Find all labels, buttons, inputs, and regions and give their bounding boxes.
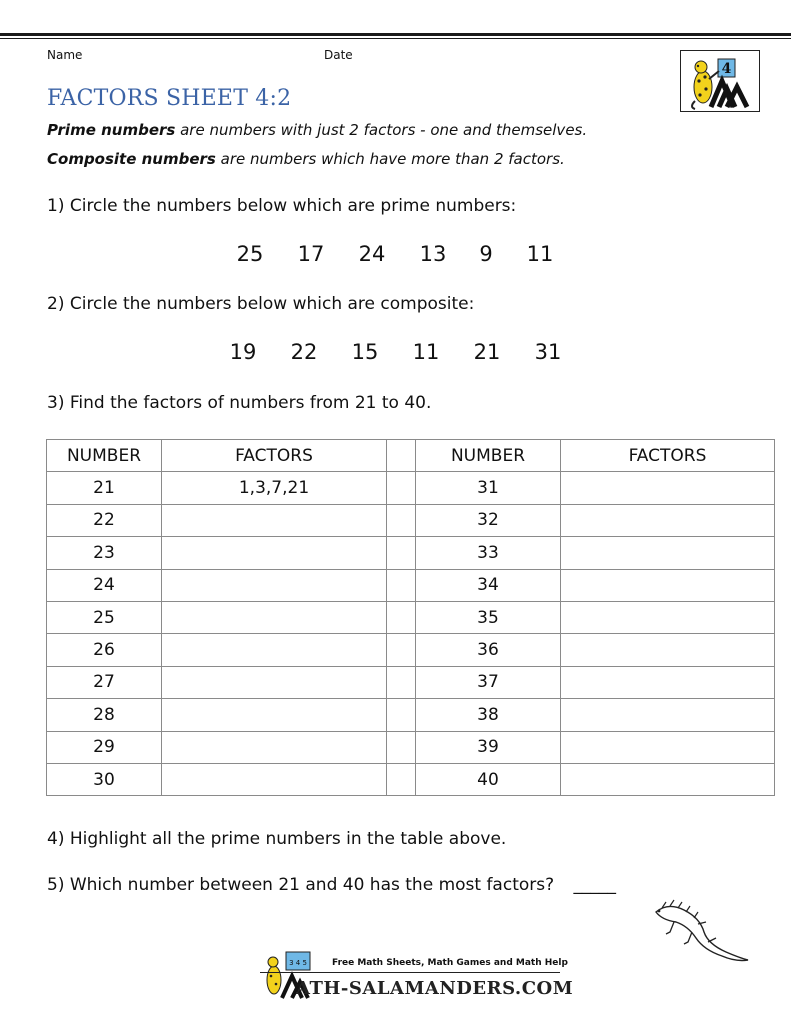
table-header-row — [47, 440, 775, 472]
composite-term: Composite numbers — [47, 150, 216, 168]
number-cell: 37 — [416, 666, 561, 698]
question-4: 4) Highlight all the prime numbers in the table above. — [47, 829, 507, 849]
col-spacer — [387, 440, 416, 472]
question-3: 3) Find the factors of numbers from 21 to 40. — [47, 393, 432, 413]
number-cell: 34 — [416, 569, 561, 601]
number-cell: 24 — [47, 569, 162, 601]
factors-cell[interactable] — [162, 763, 387, 795]
number-cell: 30 — [47, 763, 162, 795]
table-row — [47, 763, 775, 795]
top-rule — [0, 33, 791, 36]
number-cell: 36 — [416, 634, 561, 666]
number-cell: 32 — [416, 504, 561, 536]
salamander-icon — [648, 898, 752, 966]
number-cell: 21 — [47, 472, 162, 504]
number-cell: 38 — [416, 699, 561, 731]
spacer-cell — [387, 569, 416, 601]
factors-table — [46, 439, 775, 796]
composite-definition — [47, 150, 565, 168]
factors-cell[interactable] — [162, 634, 387, 666]
circle-number[interactable]: 24 — [358, 242, 386, 266]
table-row — [47, 569, 775, 601]
top-rule-thin — [0, 38, 791, 39]
factors-cell[interactable] — [561, 537, 775, 569]
table-row — [47, 634, 775, 666]
table-row — [47, 601, 775, 633]
table-row — [47, 731, 775, 763]
circle-number[interactable]: 21 — [473, 340, 501, 364]
number-cell: 29 — [47, 731, 162, 763]
question-1: 1) Circle the numbers below which are prime numbers: — [47, 196, 517, 216]
circle-number[interactable]: 15 — [351, 340, 379, 364]
factors-cell[interactable] — [561, 666, 775, 698]
spacer-cell — [387, 472, 416, 504]
factors-cell[interactable] — [561, 731, 775, 763]
number-cell: 22 — [47, 504, 162, 536]
circle-number[interactable]: 11 — [526, 242, 554, 266]
prime-number-list — [228, 242, 564, 272]
factors-cell[interactable]: 1,3,7,21 — [162, 472, 387, 504]
date-label: Date — [324, 48, 353, 62]
spacer-cell — [387, 601, 416, 633]
factors-cell[interactable] — [561, 472, 775, 504]
factors-cell[interactable] — [561, 504, 775, 536]
factors-cell[interactable] — [162, 504, 387, 536]
factors-cell[interactable] — [162, 601, 387, 633]
salamander-teacher-icon — [681, 51, 759, 111]
number-cell: 40 — [416, 763, 561, 795]
table-row — [47, 472, 775, 504]
factors-cell[interactable] — [162, 569, 387, 601]
circle-number[interactable]: 25 — [236, 242, 264, 266]
spacer-cell — [387, 634, 416, 666]
number-cell: 28 — [47, 699, 162, 731]
logo-digit: 4 — [721, 61, 732, 77]
circle-number[interactable]: 13 — [419, 242, 447, 266]
col-number: NUMBER — [47, 440, 162, 472]
table-row — [47, 537, 775, 569]
circle-number[interactable]: 22 — [290, 340, 318, 364]
number-cell: 31 — [416, 472, 561, 504]
circle-number[interactable]: 31 — [534, 340, 562, 364]
table-row — [47, 666, 775, 698]
col-number: NUMBER — [416, 440, 561, 472]
table-row — [47, 504, 775, 536]
question-5 — [47, 875, 616, 895]
footer-site-name[interactable]: ATH-SALAMANDERS.COM — [296, 978, 574, 999]
footer-tagline: Free Math Sheets, Math Games and Math Help — [332, 958, 568, 968]
footer-logo-digits: 3 4 5 — [289, 959, 307, 967]
factors-cell[interactable] — [561, 569, 775, 601]
answer-blank[interactable]: _____ — [573, 875, 617, 895]
composite-definition-text: are numbers which have more than 2 factors. — [215, 150, 565, 168]
number-cell: 39 — [416, 731, 561, 763]
factors-cell[interactable] — [561, 699, 775, 731]
circle-number[interactable]: 11 — [412, 340, 440, 364]
circle-number[interactable]: 9 — [479, 242, 493, 266]
factors-cell[interactable] — [561, 634, 775, 666]
spacer-cell — [387, 666, 416, 698]
col-factors: FACTORS — [162, 440, 387, 472]
prime-term: Prime numbers — [47, 121, 176, 139]
factors-cell[interactable] — [162, 699, 387, 731]
question-2: 2) Circle the numbers below which are composite: — [47, 294, 475, 314]
factors-cell[interactable] — [162, 731, 387, 763]
factors-cell[interactable] — [561, 601, 775, 633]
spacer-cell — [387, 504, 416, 536]
number-cell: 33 — [416, 537, 561, 569]
circle-number[interactable]: 19 — [229, 340, 257, 364]
factors-cell[interactable] — [162, 666, 387, 698]
spacer-cell — [387, 731, 416, 763]
table-row — [47, 699, 775, 731]
number-cell: 23 — [47, 537, 162, 569]
prime-definition-text: are numbers with just 2 factors - one and themselves. — [175, 121, 588, 139]
name-label: Name — [47, 48, 83, 62]
worksheet-title: FACTORS SHEET 4:2 — [47, 86, 292, 111]
spacer-cell — [387, 699, 416, 731]
number-cell: 26 — [47, 634, 162, 666]
composite-number-list — [221, 340, 571, 370]
spacer-cell — [387, 537, 416, 569]
salamander-logo — [680, 50, 760, 112]
factors-cell[interactable] — [162, 537, 387, 569]
question-5-text: 5) Which number between 21 and 40 has the most factors? — [47, 875, 555, 895]
number-cell: 27 — [47, 666, 162, 698]
factors-cell[interactable] — [561, 763, 775, 795]
number-cell: 25 — [47, 601, 162, 633]
circle-number[interactable]: 17 — [297, 242, 325, 266]
prime-definition — [47, 121, 587, 139]
spacer-cell — [387, 763, 416, 795]
number-cell: 35 — [416, 601, 561, 633]
col-factors: FACTORS — [561, 440, 775, 472]
footer-rule — [260, 972, 560, 973]
